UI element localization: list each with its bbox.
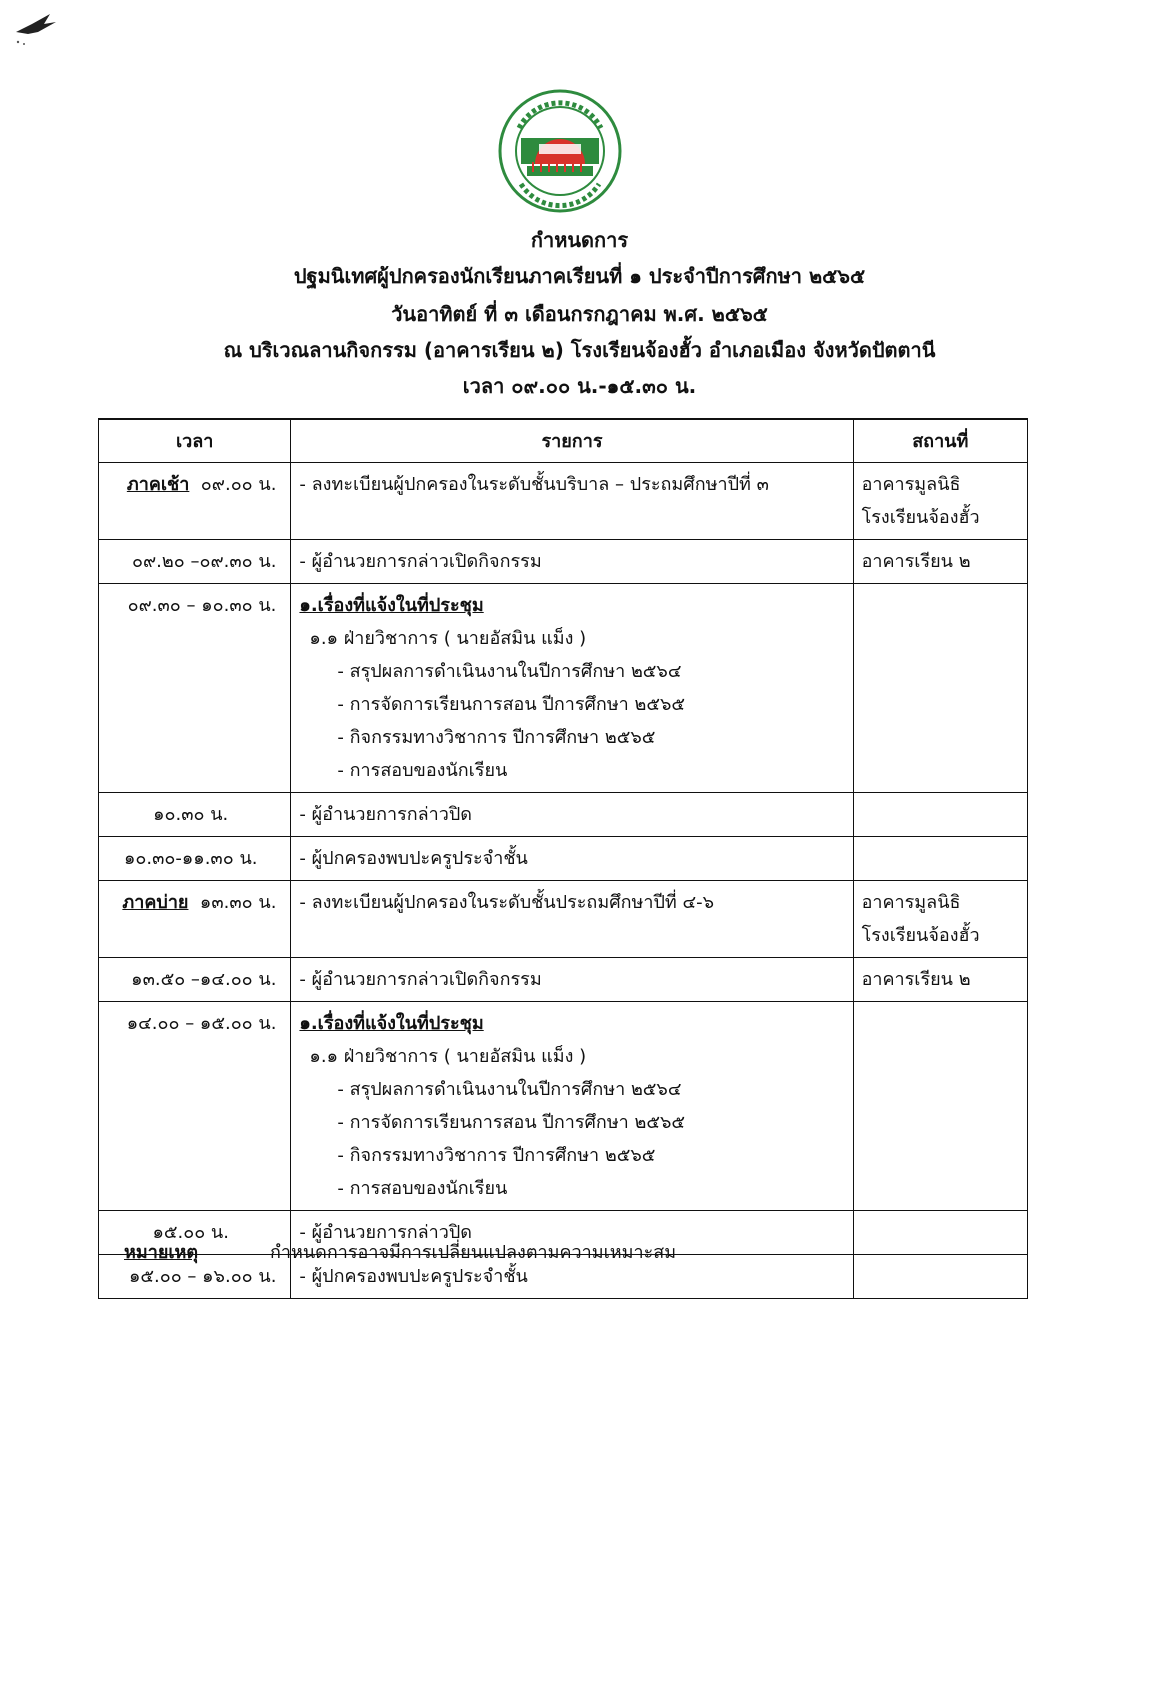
time-value: ๐๙.๒๐ –๐๙.๓๐ น. xyxy=(132,551,277,572)
location-cell xyxy=(853,793,1027,837)
col-header-location: สถานที่ xyxy=(853,419,1027,463)
agenda-item: - สรุปผลการดำเนินงานในปีการศึกษา ๒๕๖๔ xyxy=(337,1079,682,1100)
activity-line: - ผู้อำนวยการกล่าวเปิดกิจกรรม xyxy=(299,551,542,572)
activity-cell xyxy=(291,881,853,958)
location-cell xyxy=(853,958,1027,1002)
time-cell xyxy=(99,584,291,793)
note-text: กำหนดการอาจมีการเปลี่ยนแปลงตามความเหมาะสม xyxy=(270,1242,677,1263)
table-row xyxy=(99,540,1028,584)
agenda-item: - การจัดการเรียนการสอน ปีการศึกษา ๒๕๖๕ xyxy=(337,1112,686,1133)
schedule-table xyxy=(98,418,1028,1299)
agenda-item: - การจัดการเรียนการสอน ปีการศึกษา ๒๕๖๕ xyxy=(337,694,686,715)
time-value: ๑๐.๓๐-๑๑.๓๐ น. xyxy=(123,848,258,869)
activity-cell xyxy=(291,793,853,837)
school-emblem-icon xyxy=(497,88,623,214)
time-cell xyxy=(99,463,291,540)
time-value: ๑๓.๓๐ น. xyxy=(199,892,277,913)
doc-subtitle: ปฐมนิเทศผู้ปกครองนักเรียนภาคเรียนที่ ๑ ประจำปีการศึกษา ๒๕๖๕ xyxy=(293,264,866,288)
doc-venue: ณ บริเวณลานกิจกรรม (อาคารเรียน ๒) โรงเรียนจ้องฮั้ว อำเภอเมือง จังหวัดปัตตานี xyxy=(223,338,936,362)
location-cell xyxy=(853,584,1027,793)
time-value: ๑๕.๐๐ น. xyxy=(152,1222,229,1243)
activity-line: - ผู้อำนวยการกล่าวปิด xyxy=(299,804,472,825)
col-header-time: เวลา xyxy=(99,419,291,463)
doc-title: กำหนดการ xyxy=(530,228,629,252)
location-cell xyxy=(853,540,1027,584)
location-line: อาคารมูลนิธิ xyxy=(861,892,961,913)
time-cell xyxy=(99,1002,291,1211)
location-line: อาคารมูลนิธิ xyxy=(861,474,961,495)
location-line: โรงเรียนจ้องฮั้ว xyxy=(861,925,980,946)
table-header-row xyxy=(99,419,1028,463)
activity-cell xyxy=(291,837,853,881)
agenda-item: - การสอบของนักเรียน xyxy=(337,760,508,781)
time-value: ๑๓.๕๐ –๑๔.๐๐ น. xyxy=(131,969,277,990)
location-line: อาคารเรียน ๒ xyxy=(861,551,971,572)
time-value: ๑๕.๐๐ – ๑๖.๐๐ น. xyxy=(128,1266,277,1287)
location-cell xyxy=(853,881,1027,958)
location-cell xyxy=(853,1211,1027,1255)
time-value: ๑๐.๓๐ น. xyxy=(153,804,229,825)
time-cell xyxy=(99,958,291,1002)
time-cell xyxy=(99,881,291,958)
agenda-item: - สรุปผลการดำเนินงานในปีการศึกษา ๒๕๖๔ xyxy=(337,661,682,682)
table-row xyxy=(99,463,1028,540)
table-row xyxy=(99,958,1028,1002)
activity-cell xyxy=(291,584,853,793)
activity-line: - ผู้อำนวยการกล่าวเปิดกิจกรรม xyxy=(299,969,542,990)
location-line: อาคารเรียน ๒ xyxy=(861,969,971,990)
time-value: ๐๙.๓๐ – ๑๐.๓๐ น. xyxy=(127,595,277,616)
activity-line: - ลงทะเบียนผู้ปกครองในระดับชั้นบริบาล – ประถมศึกษาปีที่ ๓ xyxy=(299,474,769,495)
period-label: ภาคบ่าย xyxy=(122,892,189,913)
agenda-item: - การสอบของนักเรียน xyxy=(337,1178,508,1199)
time-value: ๐๙.๐๐ น. xyxy=(200,474,277,495)
location-line: โรงเรียนจ้องฮั้ว xyxy=(861,507,980,528)
table-row xyxy=(99,881,1028,958)
location-cell xyxy=(853,837,1027,881)
agenda-subheading: ๑.๑ ฝ่ายวิชาการ ( นายอัสมิน แม็ง ) xyxy=(309,1046,587,1067)
period-label: ภาคเช้า xyxy=(126,474,190,495)
activity-line: - ลงทะเบียนผู้ปกครองในระดับชั้นประถมศึกษาปีที่ ๔-๖ xyxy=(299,892,715,913)
activity-cell xyxy=(291,463,853,540)
agenda-heading: ๑.เรื่องที่แจ้งในที่ประชุม xyxy=(299,595,484,616)
doc-time: เวลา ๐๙.๐๐ น.-๑๕.๓๐ น. xyxy=(462,374,697,398)
agenda-item: - กิจกรรมทางวิชาการ ปีการศึกษา ๒๕๖๕ xyxy=(337,727,656,748)
time-cell xyxy=(99,540,291,584)
agenda-subheading: ๑.๑ ฝ่ายวิชาการ ( นายอัสมิน แม็ง ) xyxy=(309,628,587,649)
location-cell xyxy=(853,1255,1027,1299)
doc-date: วันอาทิตย์ ที่ ๓ เดือนกรกฎาคม พ.ศ. ๒๕๖๕ xyxy=(391,302,768,326)
table-row xyxy=(99,584,1028,793)
agenda-heading: ๑.เรื่องที่แจ้งในที่ประชุม xyxy=(299,1013,484,1034)
note-label: หมายเหตุ xyxy=(124,1242,199,1263)
scan-mark-icon xyxy=(10,8,60,48)
table-row xyxy=(99,837,1028,881)
activity-cell xyxy=(291,958,853,1002)
activity-line: - ผู้ปกครองพบปะครูประจำชั้น xyxy=(299,1266,528,1287)
time-cell xyxy=(99,793,291,837)
time-value: ๑๔.๐๐ – ๑๕.๐๐ น. xyxy=(126,1013,277,1034)
activity-line: - ผู้อำนวยการกล่าวปิด xyxy=(299,1222,472,1243)
activity-cell xyxy=(291,1002,853,1211)
agenda-item: - กิจกรรมทางวิชาการ ปีการศึกษา ๒๕๖๕ xyxy=(337,1145,656,1166)
activity-cell xyxy=(291,540,853,584)
time-cell xyxy=(99,837,291,881)
activity-line: - ผู้ปกครองพบปะครูประจำชั้น xyxy=(299,848,528,869)
location-cell xyxy=(853,463,1027,540)
table-row xyxy=(99,1002,1028,1211)
location-cell xyxy=(853,1002,1027,1211)
table-row xyxy=(99,793,1028,837)
col-header-activity: รายการ xyxy=(291,419,853,463)
